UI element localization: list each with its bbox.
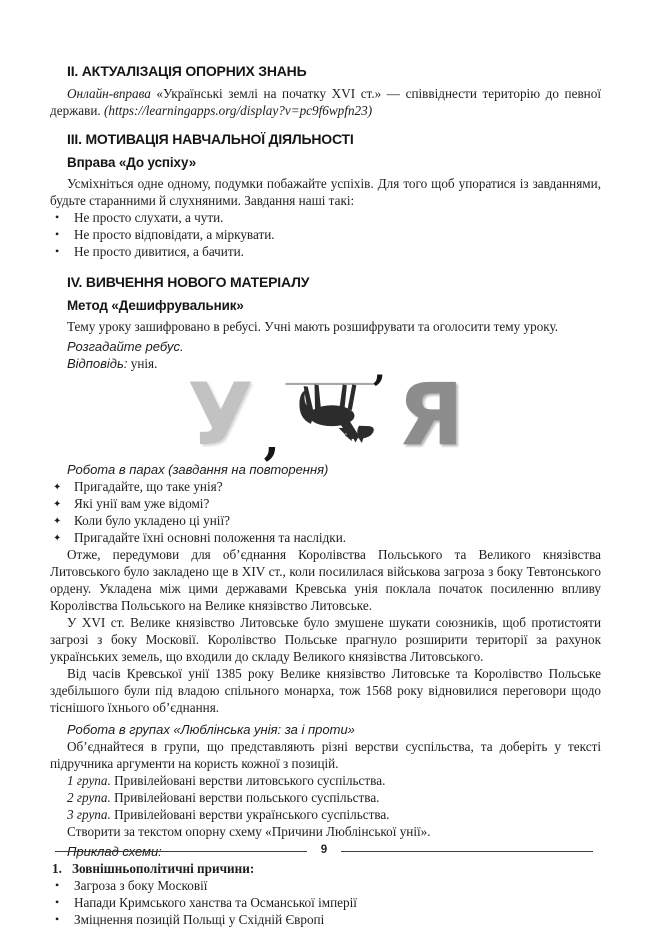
group-item	[50, 789, 601, 806]
answer-label: Відповідь:	[67, 356, 128, 371]
group-label: 3 група.	[67, 807, 111, 822]
question-item	[50, 495, 601, 512]
paragraph-premises: Отже, передумови для об’єднання Королівства Польського та Великого князівства Литовського було закладено ще в XIV ст., коли посилилася військова загроза з боку Тевтонського ордену. Укладена між цими державами Кревська унія поклала початок посиленню впливу Королівства Польського на Велике князівство Литовське.	[50, 547, 601, 613]
numbered-text: Зовнішньополітичні причини:	[72, 861, 255, 876]
cause-text: Зміцнення позицій Польщі у Східній Європі	[74, 912, 325, 927]
paragraph-scheme-task: Створити за текстом опорну схему «Причини Люблінської унії».	[67, 824, 431, 839]
example-label: Приклад схеми:	[67, 844, 162, 859]
section-heading-3: III. МОТИВАЦІЯ НАВЧАЛЬНОЇ ДІЯЛЬНОСТІ	[67, 131, 354, 147]
bullet-icon: •	[55, 912, 60, 926]
question-text: Пригадайте, що таке унія?	[74, 479, 223, 494]
group-text: Привілейовані верстви польського суспільства.	[110, 790, 380, 805]
cause-text: Загроза з боку Московії	[74, 878, 208, 893]
paragraph-16century: У XVI ст. Велике князівство Литовське було змушене шукати союзників, щоб протистояти загрозі з боку Московії. Королівство Польське прагнуло розширити території за рахунок українських земель, що входили до складу Великого князівства Литовського.	[50, 615, 601, 664]
group-text: Привілейовані верстви литовського суспільства.	[110, 773, 386, 788]
paragraph-online-exercise	[50, 85, 601, 119]
cause-item	[50, 877, 601, 894]
paragraph-krevo: Від часів Кревської унії 1385 року Велике князівство Литовське та Королівство Польське здебільшого були під владою спільного монарха, тож 1568 року відновилися переговори щодо тіснішого їхнього об’єднання.	[50, 666, 601, 715]
rebus-letter-ya: Я	[397, 365, 464, 465]
bullet-icon: •	[55, 227, 60, 241]
paragraph-method: Тему уроку зашифровано в ребусі. Учні мають розшифрувати та оголосити тему уроку.	[67, 319, 559, 334]
list-item-text: Не просто дивитися, а бачити.	[74, 244, 244, 259]
number-marker: 1.	[52, 861, 62, 876]
list-item	[50, 243, 601, 260]
group-item	[50, 806, 601, 823]
group-label: 2 група.	[67, 790, 111, 805]
page-number: 9	[320, 844, 328, 856]
question-text: Коли було укладено ці унії?	[74, 513, 230, 528]
bullet-icon: •	[55, 895, 60, 909]
question-text: Які унії вам уже відомі?	[74, 496, 210, 511]
page-content	[50, 62, 601, 928]
online-exercise-label: Онлайн-вправа	[67, 86, 151, 101]
footer-rule-left	[55, 851, 307, 852]
rebus-letter-u: У	[187, 365, 254, 465]
diamond-icon: ✦	[53, 498, 62, 510]
bullet-icon: •	[55, 878, 60, 892]
diamond-icon: ✦	[53, 532, 62, 544]
cause-text: Напади Кримського ханства та Османської імперії	[74, 895, 357, 910]
cause-item	[50, 911, 601, 928]
pairwork-label: Робота в парах (завдання на повторення)	[67, 462, 329, 477]
diamond-icon: ✦	[53, 481, 62, 493]
method-title: Метод «Дешифрувальник»	[67, 298, 244, 313]
page-footer	[55, 843, 593, 860]
bullet-icon: •	[55, 244, 60, 258]
diamond-icon: ✦	[53, 515, 62, 527]
footer-rule-right	[341, 851, 593, 852]
cause-item	[50, 894, 601, 911]
groupwork-label: Робота в групах «Люблінська унія: за і проти»	[67, 722, 355, 737]
online-exercise-url: (https://learningapps.org/display?v=pc9f6wpfn23)	[104, 103, 373, 118]
section-heading-4: IV. ВИВЧЕННЯ НОВОГО МАТЕРІАЛУ	[67, 274, 310, 290]
comma-glyph: ,	[263, 411, 280, 465]
list-item	[50, 209, 601, 226]
question-item	[50, 529, 601, 546]
rebus-image	[50, 365, 601, 465]
paragraph-intro: Усміхніться одне одному, подумки побажайте успіхів. Для того щоб упоратися із завданнями, будьте старанними й слухняними. Завдання наші такі:	[50, 176, 601, 208]
list-item-text: Не просто слухати, а чути.	[74, 210, 224, 225]
bullet-icon: •	[55, 210, 60, 224]
question-text: Пригадайте їхні основні положення та наслідки.	[74, 530, 347, 545]
group-item	[50, 772, 601, 789]
answer-line	[50, 355, 601, 372]
list-item	[50, 226, 601, 243]
section-heading-2: II. АКТУАЛІЗАЦІЯ ОПОРНИХ ЗНАНЬ	[67, 63, 307, 79]
numbered-item	[50, 860, 601, 877]
paragraph-groupwork: Об’єднайтеся в групи, що представляють різні верстви суспільства, та доберіть у тексті підручника аргументи на користь кожної з позицій.	[50, 739, 601, 771]
online-exercise-text: «Українські землі на початку XVI ст.» — співвіднести територію до певної держави.	[50, 86, 601, 118]
list-item-text: Не просто відповідати, а міркувати.	[74, 227, 275, 242]
exercise-title: Вправа «До успіху»	[67, 155, 197, 170]
rebus-label: Розгадайте ребус.	[67, 339, 184, 354]
apostrophe-glyph: ’	[371, 367, 386, 414]
answer-text: унія.	[127, 356, 158, 371]
question-item	[50, 478, 601, 495]
question-item	[50, 512, 601, 529]
group-text: Привілейовані верстви українського суспільства.	[110, 807, 390, 822]
upside-down-horse-icon	[280, 376, 380, 454]
group-label: 1 група.	[67, 773, 111, 788]
